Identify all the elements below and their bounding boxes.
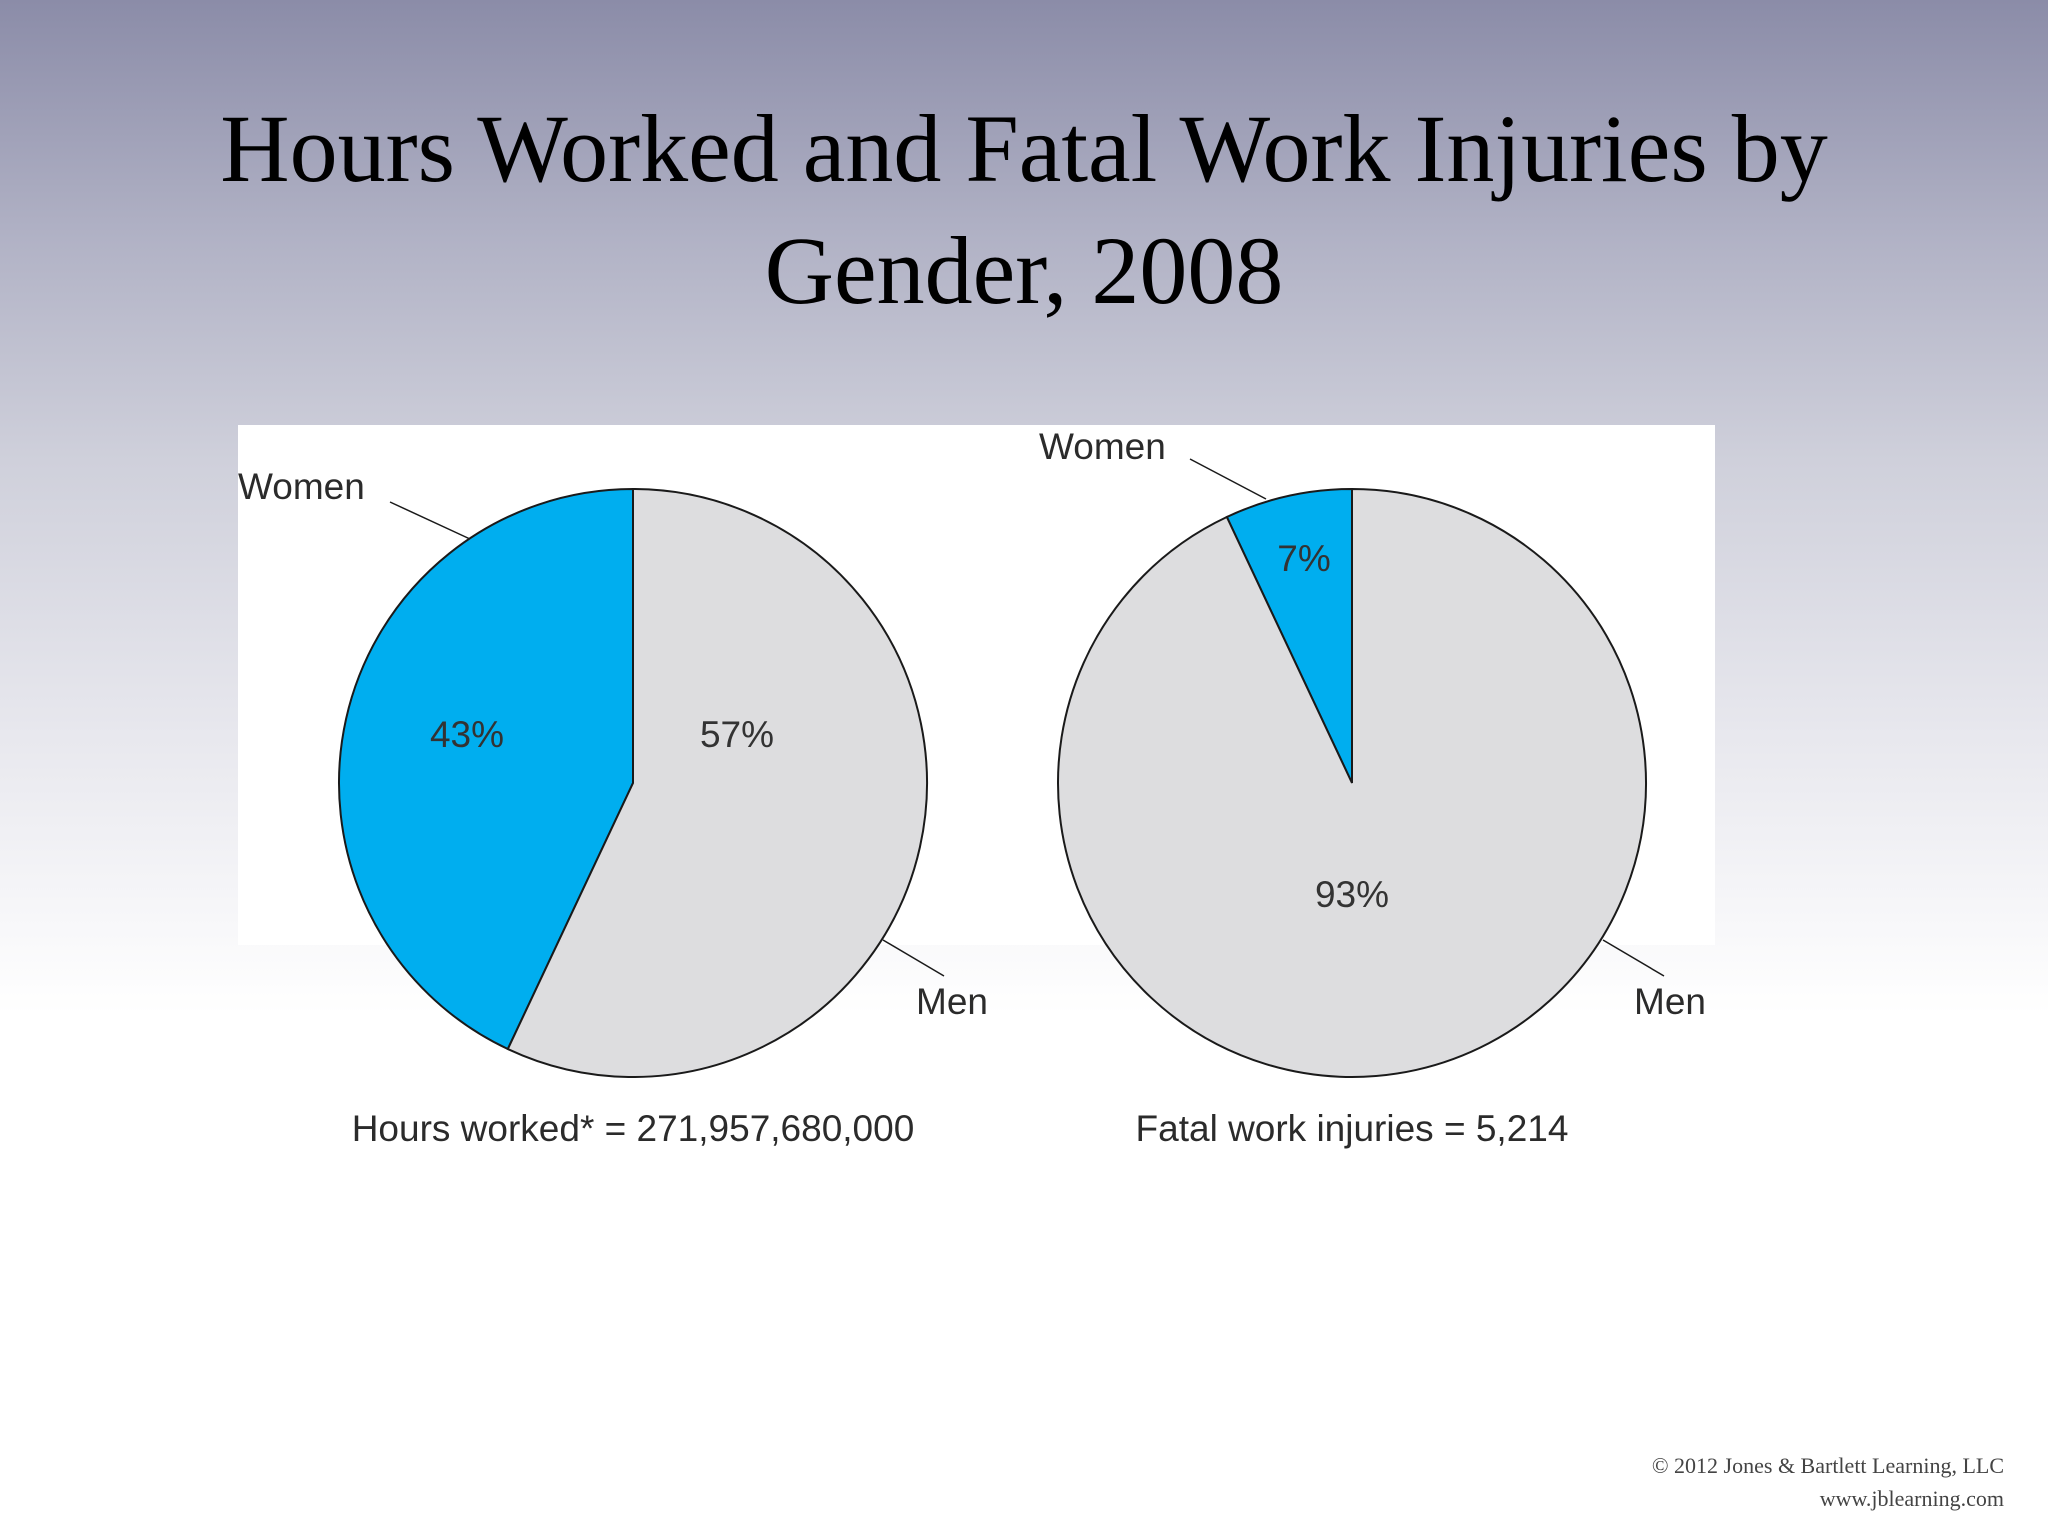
publisher-website: www.jblearning.com: [1819, 1486, 2004, 1511]
fatal-injuries-women-leader-line: [1190, 459, 1266, 499]
hours-worked-men-label: Men: [916, 981, 988, 1022]
fatal-injuries-men-slice: [1058, 489, 1646, 1077]
hours-worked-men-percent: 57%: [699, 714, 775, 755]
fatal-injuries-pie-chart: [1039, 426, 1706, 1149]
hours-worked-men-leader-line: [883, 940, 944, 976]
hours-worked-pie-chart: [238, 466, 988, 1149]
fatal-injuries-men-leader-line: [1603, 940, 1664, 976]
hours-worked-caption: Hours worked* = 271,957,680,000: [351, 1108, 915, 1149]
fatal-injuries-men-percent: 93%: [1314, 874, 1390, 915]
hours-worked-women-percent: 43%: [429, 714, 505, 755]
copyright-notice: [1652, 1449, 2004, 1515]
slide-title-line-1: Hours Worked and Fatal Work Injuries by: [220, 95, 1828, 202]
fatal-injuries-women-percent: 7%: [1277, 538, 1331, 579]
fatal-injuries-women-label: Women: [1039, 426, 1166, 467]
hours-worked-women-label: Women: [238, 466, 365, 507]
slide-title-line-2: Gender, 2008: [764, 217, 1284, 324]
fatal-injuries-men-label: Men: [1634, 981, 1706, 1022]
copyright-text: © 2012 Jones & Bartlett Learning, LLC: [1651, 1453, 2004, 1478]
hours-worked-women-leader-line: [390, 502, 470, 539]
fatal-injuries-caption: Fatal work injuries = 5,214: [1135, 1108, 1569, 1149]
